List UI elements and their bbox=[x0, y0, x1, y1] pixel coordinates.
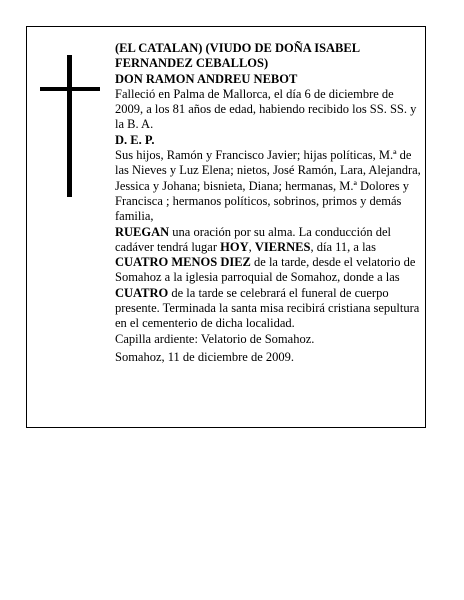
family-paragraph: Sus hijos, Ramón y Francisco Javier; hijas políticas, M.ª de las Nieves y Luz Elena; nietos, José Ramón, Lara, Alejandra, Jessica y Johana; bisnieta, Diana; hermanas, M.ª Dolores y Francisca ; hermanos políticos, sobrinos, primos y demás familia, RUEGAN una oración por su alma. La conducción del cadáver tendrá lugar HOY, VIERNES, día 11, a las CUATRO MENOS DIEZ de la tarde, desde el velatorio de Somahoz a la iglesia parroquial de Somahoz, donde a las CUATRO de la tarde se celebrará el funeral de cuerpo presente. Terminada la santa misa recibirá cristiana sepultura en el cementerio de dicha localidad. bbox=[115, 148, 421, 331]
hora-funeral: CUATRO bbox=[115, 285, 169, 300]
fecha-lugar: Somahoz, 11 de diciembre de 2009. bbox=[115, 349, 295, 364]
dep: D. E. P. bbox=[115, 132, 155, 147]
cross-icon-bar bbox=[40, 87, 100, 91]
cross-icon bbox=[67, 55, 72, 197]
heading-line-2: FERNANDEZ CEBALLOS) bbox=[115, 56, 269, 71]
hoy: HOY bbox=[220, 239, 249, 254]
heading-line-1: (EL CATALAN) (VIUDO DE DOÑA ISABEL bbox=[115, 41, 361, 55]
obituary-notice bbox=[26, 26, 426, 428]
ruegan: RUEGAN bbox=[115, 224, 170, 239]
capilla-ardiente: Capilla ardiente: Velatorio de Somahoz. bbox=[115, 331, 315, 346]
death-notice: Falleció en Palma de Mallorca, el día 6 de diciembre de 2009, a los 81 años de edad, habiendo recibido los SS. SS. y la B. A. bbox=[115, 86, 417, 132]
heading bbox=[115, 41, 421, 87]
family-list: Sus hijos, Ramón y Francisco Javier; hijas políticas, M.ª de las Nieves y Luz Elena; nietos, José Ramón, Lara, Alejandra, Jessica y Johana; bisnieta, Diana; hermanas, M.ª Dolores y Francisca ; hermanos políticos, sobrinos, primos y demás familia, bbox=[115, 148, 421, 224]
hora-conduccion: CUATRO MENOS DIEZ bbox=[115, 255, 251, 270]
deceased-name: DON RAMON ANDREU NEBOT bbox=[115, 71, 298, 86]
obituary-text bbox=[115, 41, 421, 365]
viernes: VIERNES bbox=[254, 239, 311, 254]
